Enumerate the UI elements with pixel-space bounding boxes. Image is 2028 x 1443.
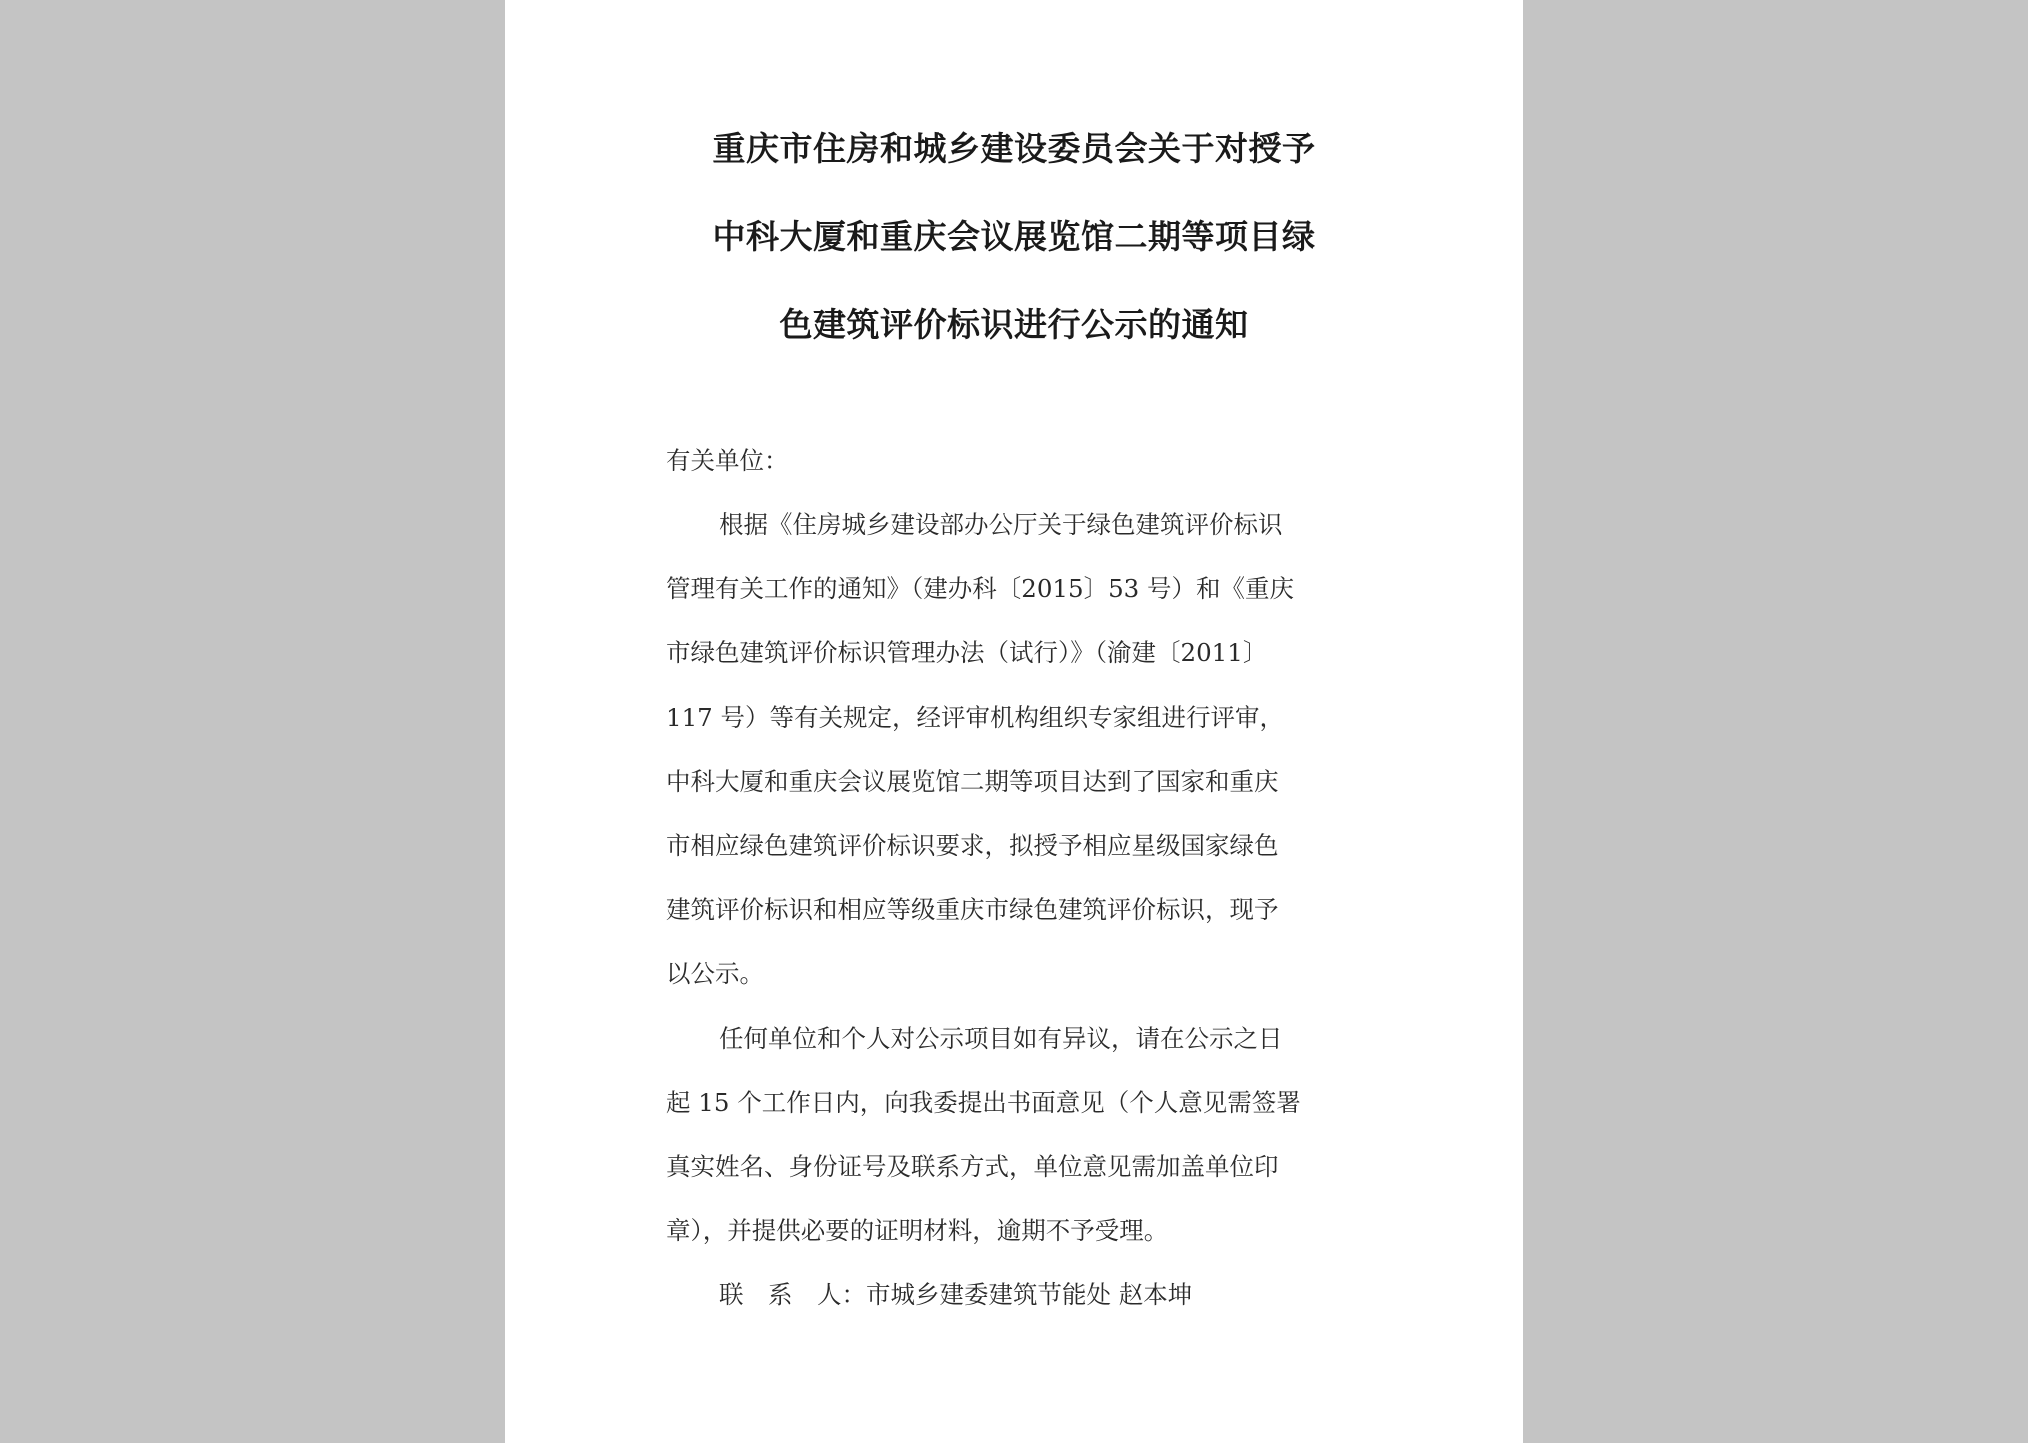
title-line-1: 重庆市住房和城乡建设委员会关于对授予 [712, 129, 1316, 168]
paragraph-line: 任何单位和个人对公示项目如有异议，请在公示之日 [719, 1023, 1283, 1053]
paragraph-line: 起 15 个工作日内，向我委提出书面意见（个人意见需签署 [666, 1087, 1301, 1117]
paragraph-line: 建筑评价标识和相应等级重庆市绿色建筑评价标识，现予 [666, 895, 1279, 925]
paragraph-line: 市绿色建筑评价标识管理办法（试行）》（渝建〔2011〕 [666, 638, 1268, 668]
paragraph-1 [666, 500, 1366, 1014]
title-line-2: 中科大厦和重庆会议展览馆二期等项目绿 [712, 217, 1316, 256]
document-page [505, 0, 1523, 1443]
contact-line: 联 系 人：市城乡建委建筑节能处 赵本坤 [719, 1280, 1193, 1310]
paragraph-line: 根据《住房城乡建设部办公厅关于绿色建筑评价标识 [719, 510, 1283, 539]
document-title [505, 118, 1523, 382]
salutation: 有关单位： [666, 446, 789, 475]
title-line-3: 色建筑评价标识进行公示的通知 [779, 305, 1249, 344]
paragraph-line: 章），并提供必要的证明材料，逾期不予受理。 [666, 1216, 1169, 1246]
paragraph-line: 中科大厦和重庆会议展览馆二期等项目达到了国家和重庆 [666, 766, 1279, 796]
paragraph-2 [666, 1014, 1366, 1271]
paragraph-line: 以公示。 [666, 959, 764, 989]
paragraph-line: 真实姓名、身份证号及联系方式，单位意见需加盖单位印 [666, 1151, 1279, 1181]
paragraph-line: 市相应绿色建筑评价标识要求，拟授予相应星级国家绿色 [666, 830, 1279, 860]
document-body [666, 436, 1366, 1334]
paragraph-line: 117 号）等有关规定，经评审机构组织专家组进行评审， [666, 702, 1285, 732]
paragraph-line: 管理有关工作的通知》（建办科〔2015〕53 号）和《重庆 [666, 574, 1295, 604]
